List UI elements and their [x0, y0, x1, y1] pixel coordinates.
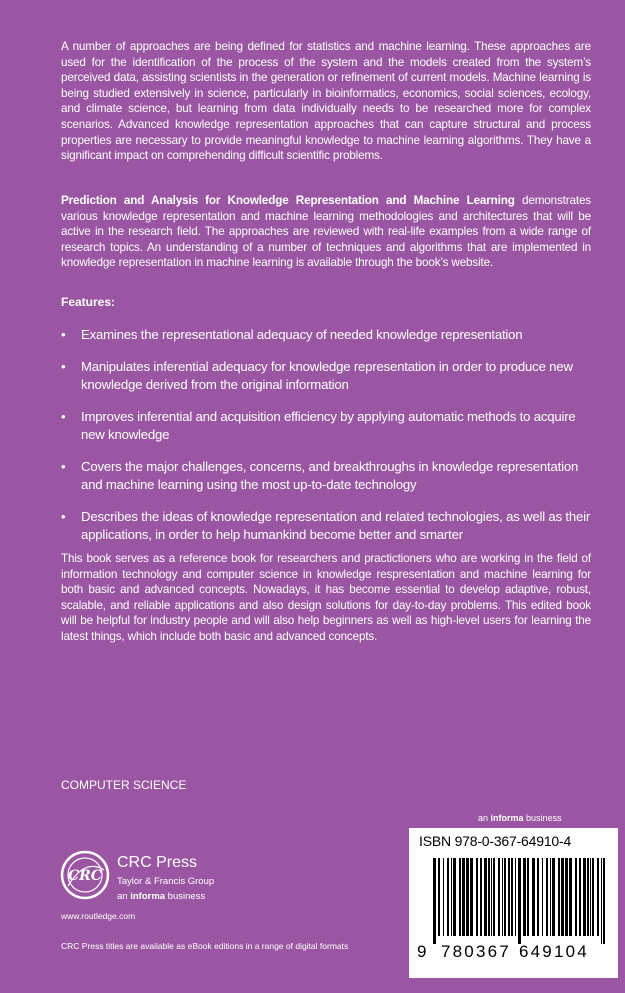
barcode-bar: [575, 858, 577, 936]
publisher-url[interactable]: www.routledge.com: [61, 911, 136, 921]
barcode-bar: [546, 858, 548, 936]
feature-item: • Improves inferential and acquisition efficiency by applying automatic methods to acquire new knowledge: [61, 409, 576, 442]
barcode-digits: [409, 936, 618, 972]
barcode-bar: [592, 858, 594, 936]
barcode-bar: [597, 858, 599, 936]
barcode-bar: [537, 858, 539, 936]
bullet-icon: •: [61, 459, 66, 474]
barcode-bar: [565, 858, 568, 936]
bullet-icon: •: [61, 509, 66, 524]
publisher-group: Taylor & Francis Group: [117, 876, 215, 887]
barcode-bar: [601, 858, 602, 944]
barcode-bar: [603, 858, 605, 944]
intro-paragraph: A number of approaches are being defined for statistics and machine learning. These approaches are used for the identification of the process of the system and the models created from the system’s perceived data, assisting scientists in the generation or refinement of current models. Machine learning is being studied extensively in science, particularly in bioinformatics, economics, social sciences, ecology, and climate science, but learning from data individually needs to be researched more for complex scenarios. Advanced knowledge representation approaches that can capture structural and process properties are necessary to provide meaningful knowledge to machine learning algorithms. They have a significant impact on comprehending difficult scientific problems.: [61, 40, 591, 163]
book-title: Prediction and Analysis for Knowledge Representation and Machine Learning: [61, 194, 515, 207]
barcode-bar: [438, 858, 440, 936]
barcode-bar: [453, 858, 456, 936]
barcode-bar: [569, 858, 572, 936]
category-label: COMPUTER SCIENCE: [61, 778, 187, 792]
barcode-first-digit: 9: [417, 942, 427, 961]
feature-item: • Describes the ideas of knowledge representation and related technologies, as well as their applications, in order to help humankind become better and smarter: [61, 509, 591, 542]
barcode-bar: [508, 858, 510, 936]
publisher-name: CRC Press: [117, 854, 198, 871]
informa-business-line: an informa business: [478, 813, 562, 823]
barcode-bar: [433, 858, 436, 944]
closing-paragraph: This book serves as a reference book for researchers and practictioners who are working in the field of information technology and computer science in knowledge respresentation and machine learning for both basic and advanced concepts. Nowadays, it has become essential to develop adaptive, robust, scalable, and reliable applications and also design solutions for day-to-day problems. This edited book will be helpful for industry people and will also help beginners as well as high-level users for learning the latest things, which include both basic and advanced concepts.: [61, 552, 591, 643]
barcode-bar: [542, 858, 543, 936]
barcode-icon: [433, 858, 605, 944]
description-text: demonstrates various knowledge representation and machine learning methodologies and architectures that will be active in the research field. The approaches are reviewed with real-life examples from a wide range of research topics. An understanding of a number of techniques and algorithms that are implemented in knowledge representation in machine learning is available through the book’s website.: [61, 194, 591, 270]
barcode-bar: [558, 858, 560, 936]
barcode-bar: [527, 858, 529, 936]
feature-item: • Examines the representational adequacy of needed knowledge representation: [61, 327, 523, 342]
ebook-footnote: CRC Press titles are available as eBook editions in a range of digital formats: [61, 941, 349, 951]
bullet-icon: •: [61, 327, 66, 342]
barcode-bar: [491, 858, 492, 936]
barcode-bar: [447, 858, 449, 936]
features-list: [61, 326, 591, 558]
bullet-icon: •: [61, 409, 66, 424]
barcode-bar: [590, 858, 591, 936]
barcode-bar: [561, 858, 564, 936]
barcode-bar: [523, 858, 526, 936]
barcode-bar: [552, 858, 555, 936]
barcode-bar: [583, 858, 586, 936]
barcode-group-1: 780367: [441, 942, 511, 961]
barcode-bar: [466, 858, 469, 936]
barcode-group-2: 649104: [519, 942, 589, 961]
barcode-bar: [532, 858, 535, 936]
features-heading: Features:: [61, 295, 116, 309]
barcode-bar: [480, 858, 482, 936]
barcode-bar: [459, 858, 461, 936]
barcode-bar: [451, 858, 452, 936]
barcode-bar: [511, 858, 513, 936]
bullet-icon: •: [61, 359, 66, 374]
crc-logo-icon: [60, 850, 110, 900]
barcode-bar: [470, 858, 473, 936]
publisher-informa-line: an informa business: [117, 891, 206, 902]
isbn-label: ISBN 978-0-367-64910-4: [419, 833, 572, 849]
description-paragraph: [61, 193, 591, 271]
barcode-bar: [587, 858, 589, 936]
barcode-bar: [518, 858, 521, 944]
barcode-bar: [476, 858, 478, 936]
crc-logo-text: CRC: [68, 868, 102, 884]
barcode-bar: [462, 858, 465, 936]
barcode-bar: [488, 858, 490, 936]
barcode-bar: [484, 858, 487, 936]
barcode-bar: [550, 858, 551, 936]
barcode-bar: [504, 858, 506, 936]
barcode-bar: [498, 858, 500, 936]
feature-item: • Covers the major challenges, concerns, and breakthroughs in knowledge representation and machine learning using the most up-to-date technology: [61, 459, 579, 492]
barcode-bar: [493, 858, 495, 936]
barcode-bar: [443, 858, 444, 936]
feature-item: • Manipulates inferential adequacy for knowledge representation in order to produce new knowledge derived from the original information: [61, 359, 573, 392]
barcode-box: [409, 828, 618, 978]
barcode-bar: [579, 858, 581, 936]
barcode-bar: [515, 858, 516, 936]
barcode-bar: [502, 858, 503, 936]
